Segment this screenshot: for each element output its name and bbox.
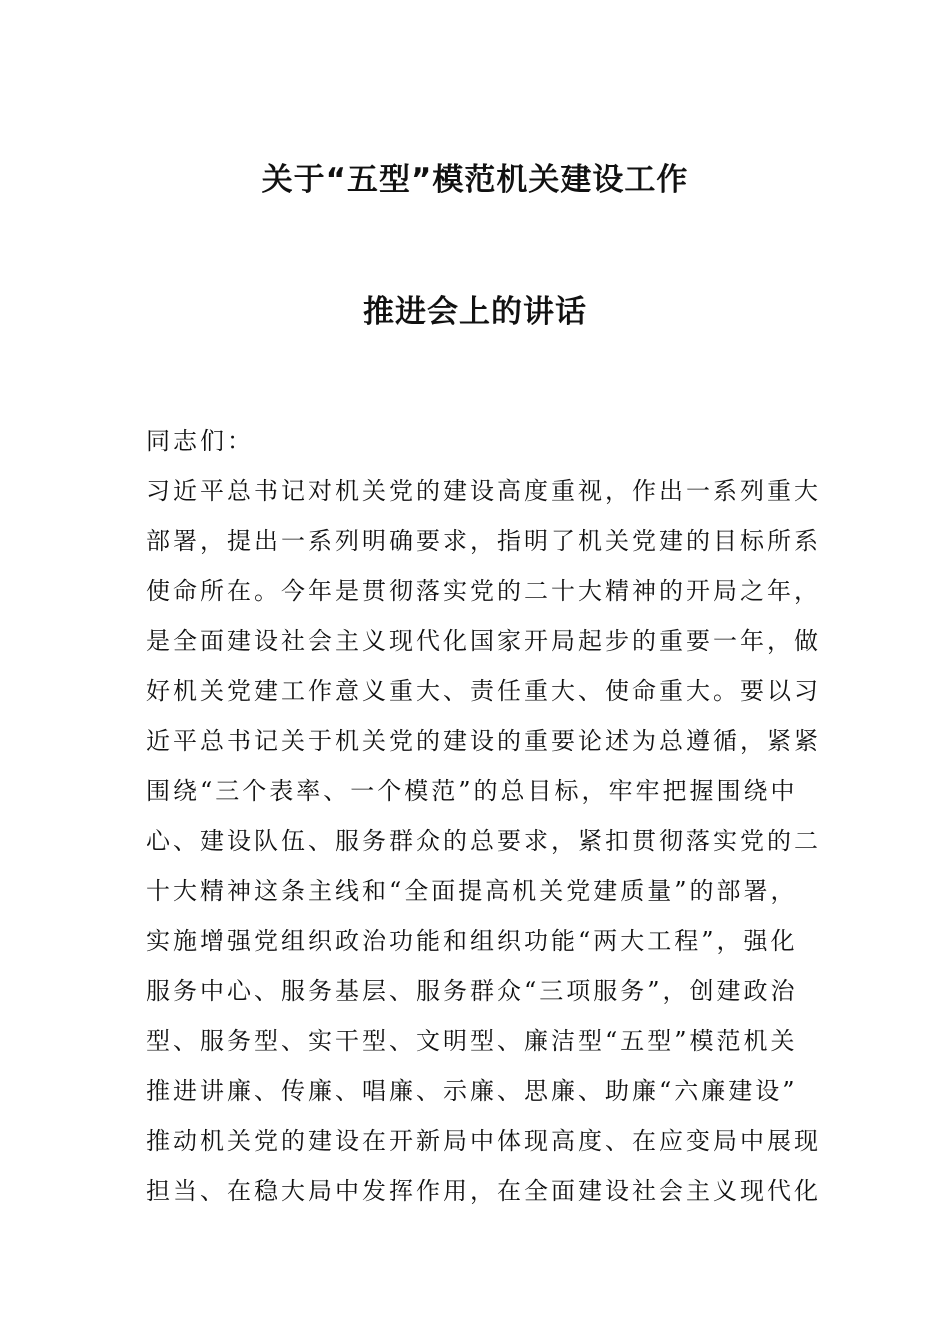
paragraph-line: 推进讲廉、传廉、唱廉、示廉、思廉、助廉“六廉建设” [146, 1077, 798, 1105]
paragraph-line: 心、建设队伍、服务群众的总要求，紧扣贯彻落实党的二 [146, 827, 821, 855]
paragraph-line: 十大精神这条主线和“全面提高机关党建质量”的部署， [146, 877, 798, 905]
paragraph-line: 近平总书记关于机关党的建设的重要论述为总遵循，紧紧 [146, 727, 821, 755]
paragraph-line: 担当、在稳大局中发挥作用，在全面建设社会主义现代化 [146, 1177, 821, 1205]
paragraph-line: 实施增强党组织政治功能和组织功能“两大工程”，强化 [146, 927, 798, 955]
paragraph-line: 是全面建设社会主义现代化国家开局起步的重要一年，做 [146, 627, 821, 655]
paragraph-line: 好机关党建工作意义重大、责任重大、使命重大。要以习 [146, 677, 821, 705]
paragraph-line: 使命所在。今年是贯彻落实党的二十大精神的开局之年， [146, 577, 821, 605]
salutation: 同志们： [146, 427, 254, 455]
paragraph-line: 习近平总书记对机关党的建设高度重视，作出一系列重大 [146, 477, 821, 505]
paragraph-line: 型、服务型、实干型、文明型、廉洁型“五型”模范机关 [146, 1027, 798, 1055]
document-title-line-1: 关于“五型”模范机关建设工作 [261, 162, 689, 198]
paragraph-line: 推动机关党的建设在开新局中体现高度、在应变局中展现 [146, 1127, 821, 1155]
paragraph-line: 围绕“三个表率、一个模范”的总目标，牢牢把握围绕中 [146, 777, 798, 805]
document-title-line-2: 推进会上的讲话 [363, 294, 587, 330]
speech-paragraph [146, 466, 821, 1216]
paragraph-line: 部署，提出一系列明确要求，指明了机关党建的目标所系 [146, 527, 821, 555]
paragraph-line: 服务中心、服务基层、服务群众“三项服务”，创建政治 [146, 977, 798, 1005]
